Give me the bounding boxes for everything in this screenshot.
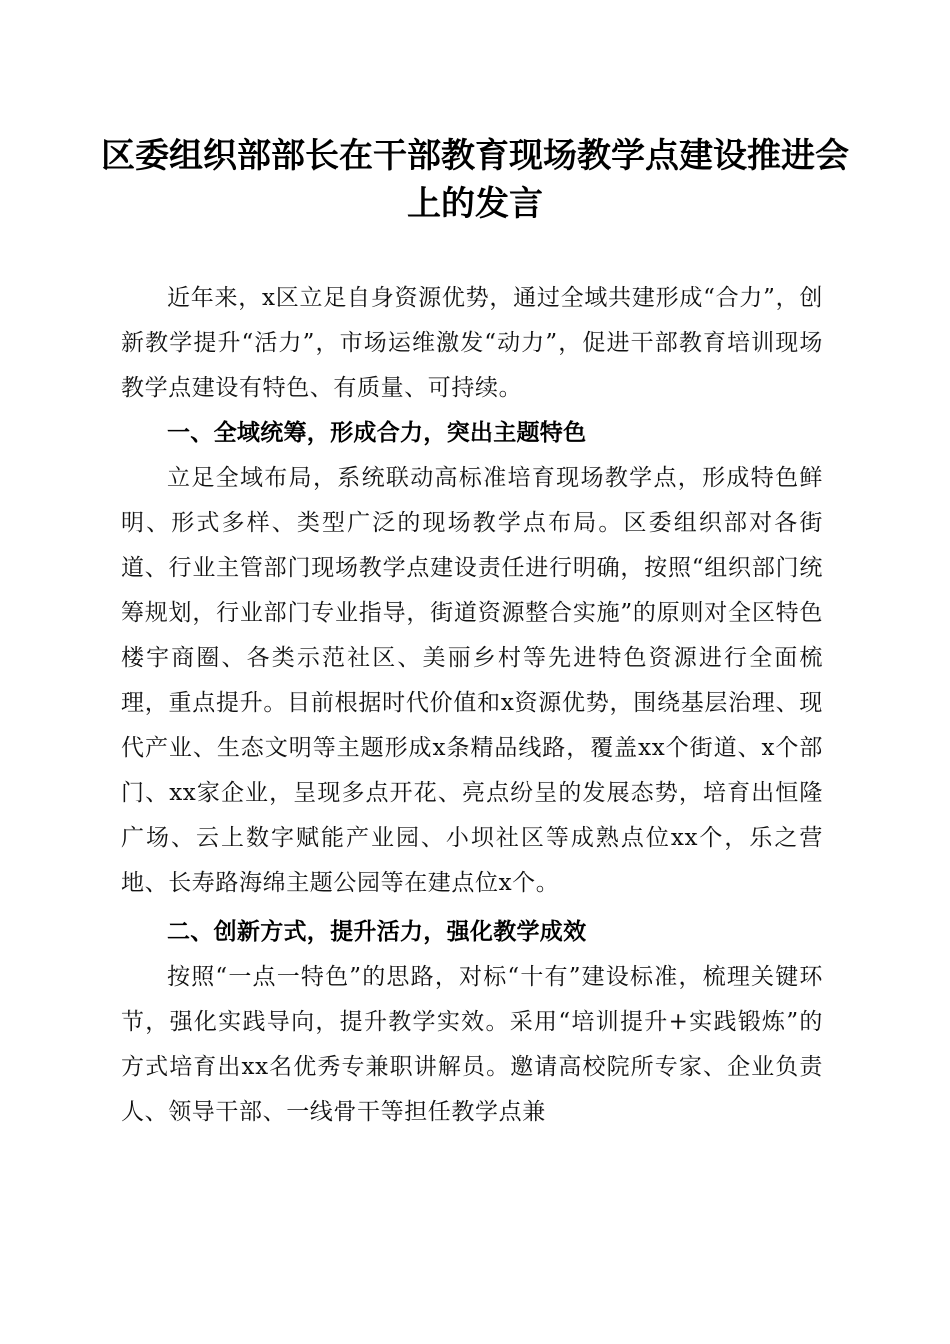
document-body [121,276,823,1135]
section-heading-2: 二、创新方式，提升活力，强化教学成效 [167,919,587,945]
intro-paragraph: 近年来，x区立足自身资源优势，通过全域共建形成“合力”，创新教学提升“活力”，市场运维激发“动力”，促进干部教育培训现场教学点建设有特色、有质量、可持续。 [121,285,823,401]
section-heading-1: 一、全域统筹，形成合力，突出主题特色 [167,420,587,446]
document-title: 区委组织部部长在干部教育现场教学点建设推进会上的发言 [101,136,849,224]
section-paragraph-1: 立足全域布局，系统联动高标准培育现场教学点，形成特色鲜明、形式多样、类型广泛的现场教学点布局。区委组织部对各街道、行业主管部门现场教学点建设责任进行明确，按照“组织部门统筹规划，行业部门专业指导，街道资源整合实施”的原则对全区特色楼宇商圈、各类示范社区、美丽乡村等先进特色资源进行全面梳理，重点提升。目前根据时代价值和x资源优势，围绕基层治理、现代产业、生态文明等主题形成x条精品线路，覆盖xx个街道、x个部门、xx家企业，呈现多点开花、亮点纷呈的发展态势，培育出恒隆广场、云上数字赋能产业园、小坝社区等成熟点位xx个，乐之营地、长寿路海绵主题公园等在建点位x个。 [121,465,823,896]
section-paragraph-2: 按照“一点一特色”的思路，对标“十有”建设标准，梳理关键环节，强化实践导向，提升教学实效。采用“培训提升+实践锻炼”的方式培育出xx名优秀专兼职讲解员。邀请高校院所专家、企业负责人、领导干部、一线骨干等担任教学点兼 [121,964,823,1125]
